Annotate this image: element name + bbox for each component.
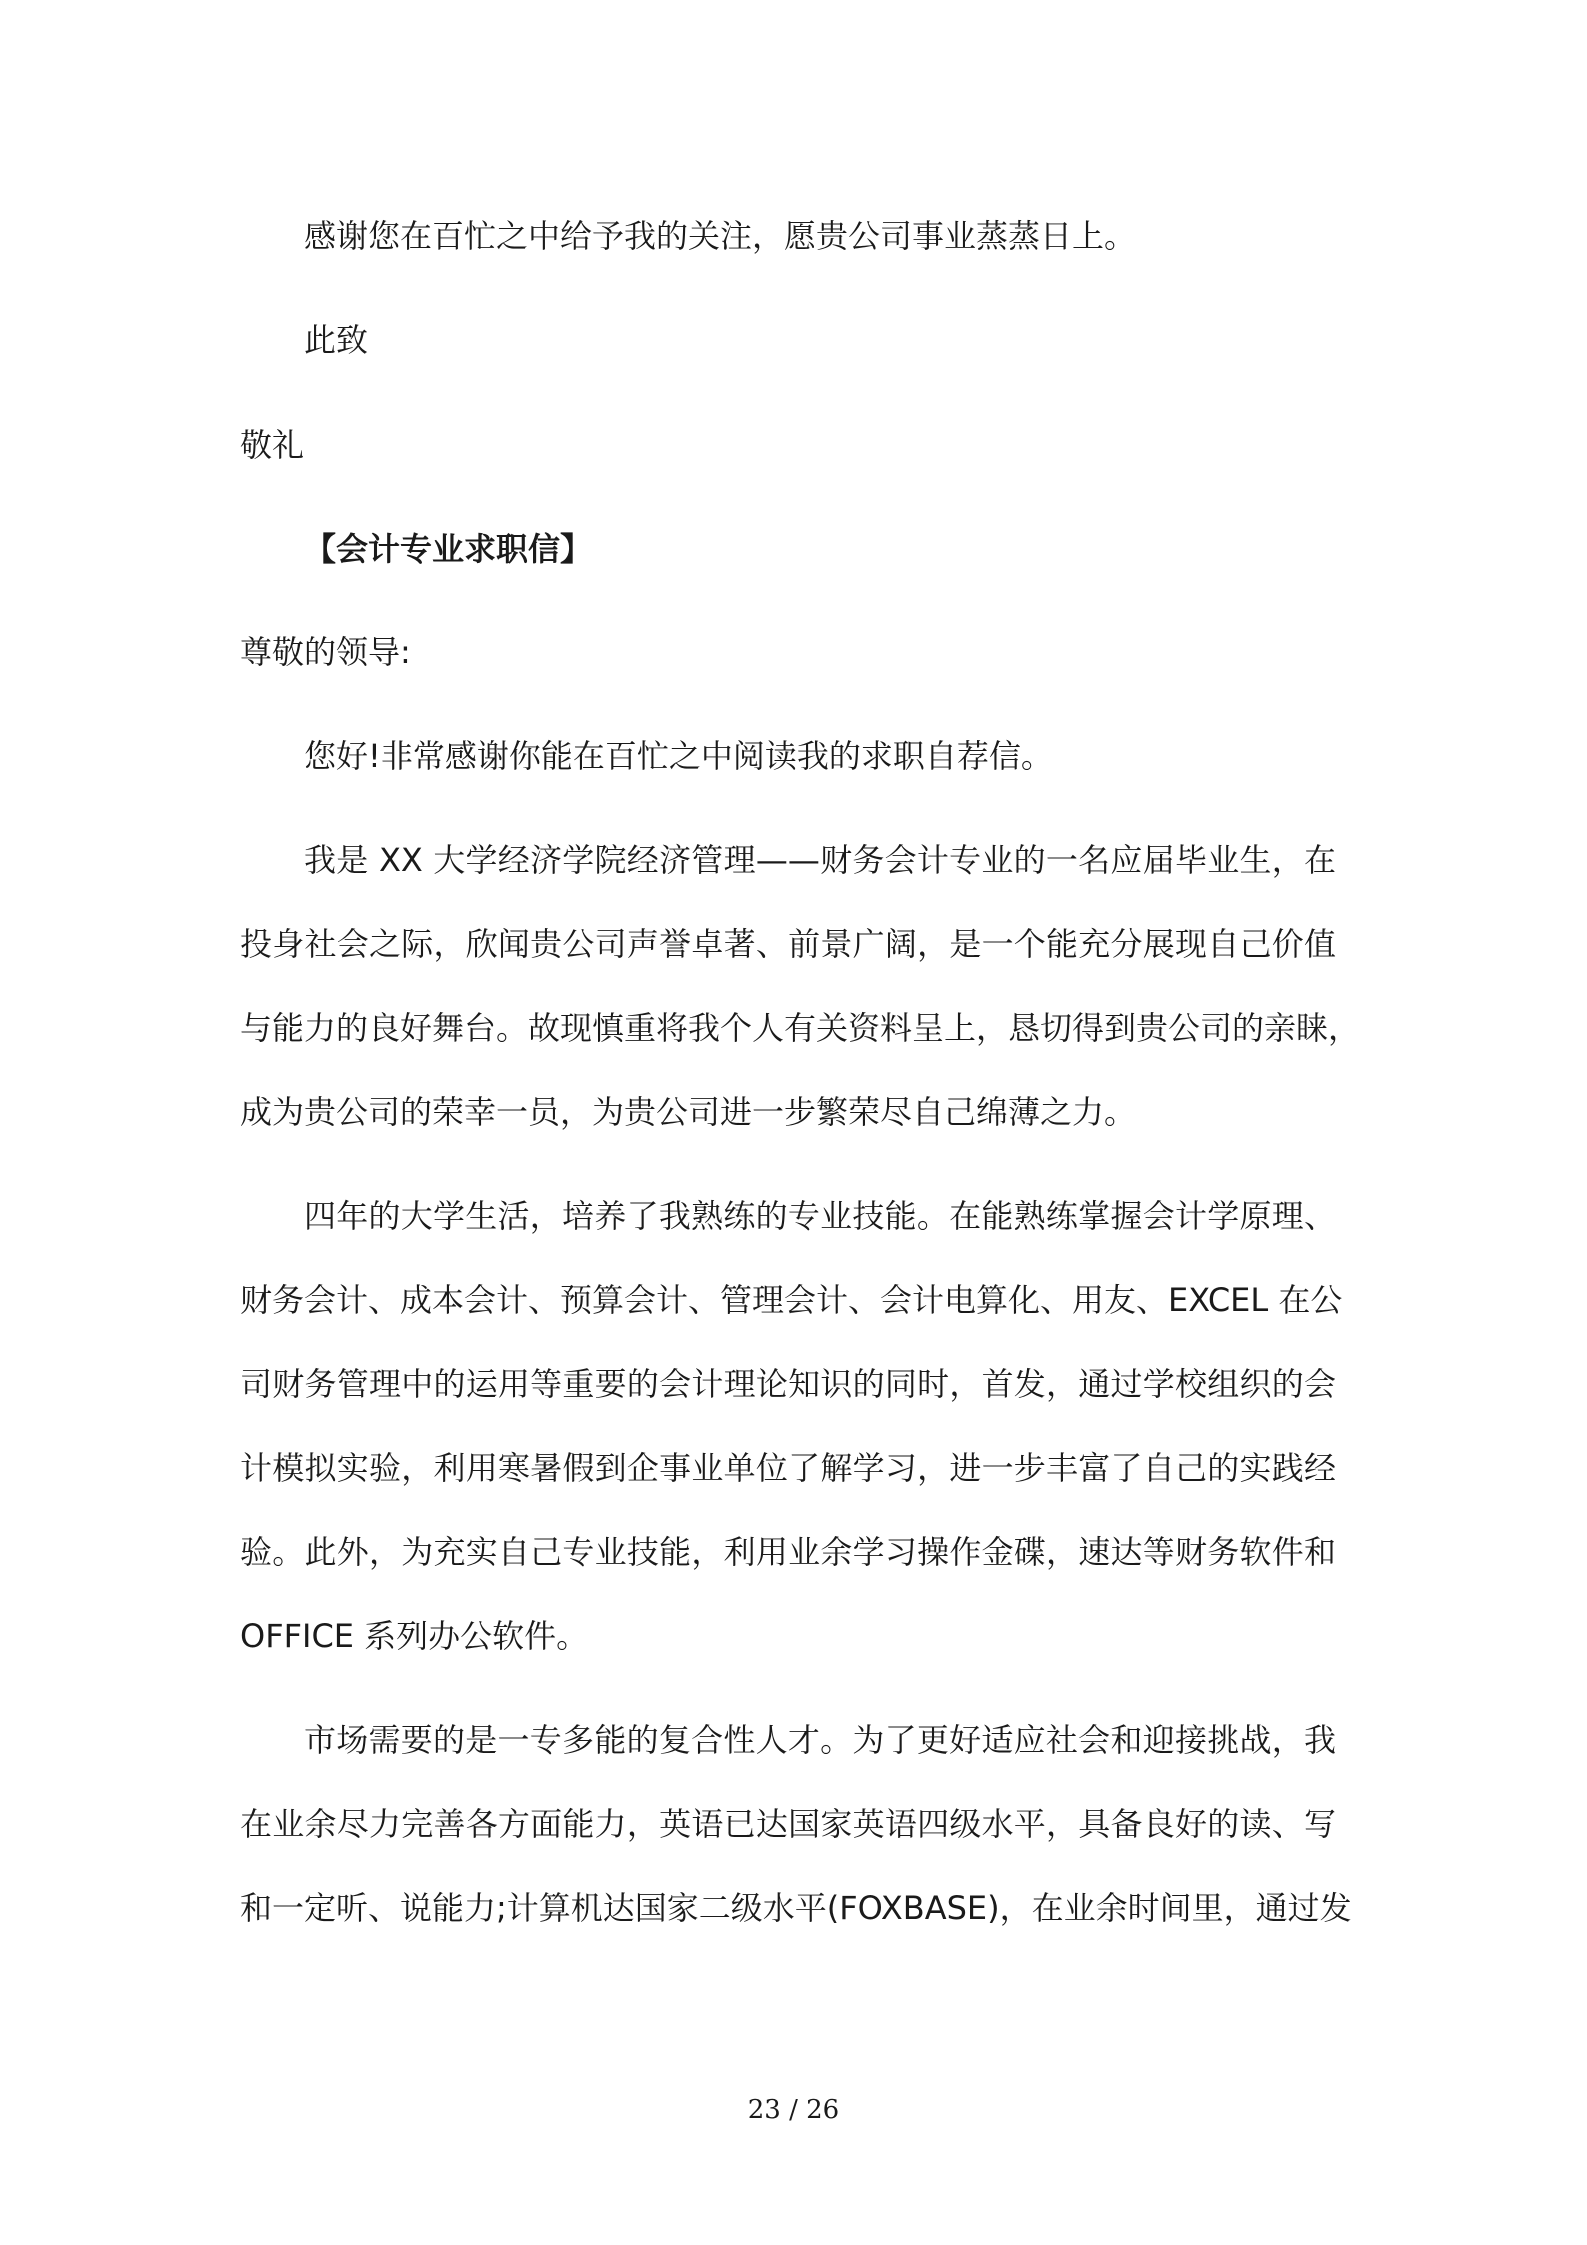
skills-line-1: 四年的大学生活，培养了我熟练的专业技能。在能熟练掌握会计学原理、 [304,1197,1336,1235]
market-line-2: 在业余尽力完善各方面能力，英语已达国家英语四级水平，具备良好的读、写 [240,1805,1336,1843]
salutation: 尊敬的领导: [240,633,411,671]
intro-line-3: 与能力的良好舞台。故现慎重将我个人有关资料呈上，恳切得到贵公司的亲睐， [240,1009,1361,1047]
skills-line-6: OFFICE 系列办公软件。 [240,1617,589,1655]
section-heading: 【会计专业求职信】 [304,530,593,568]
page-number: 23 / 26 [747,2095,840,2125]
closing-salute: 敬礼 [240,426,305,464]
greeting: 您好!非常感谢你能在百忙之中阅读我的求职自荐信。 [304,737,1053,775]
skills-line-2: 财务会计、成本会计、预算会计、管理会计、会计电算化、用友、EXCEL 在公 [240,1281,1343,1319]
closing-thanks: 感谢您在百忙之中给予我的关注，愿贵公司事业蒸蒸日上。 [304,217,1137,255]
market-line-3: 和一定听、说能力;计算机达国家二级水平(FOXBASE)，在业余时间里，通过发 [240,1889,1352,1927]
skills-line-4: 计模拟实验，利用寒暑假到企事业单位了解学习，进一步丰富了自己的实践经 [240,1449,1336,1487]
intro-line-1: 我是 XX 大学经济学院经济管理——财务会计专业的一名应届毕业生，在 [304,841,1336,879]
skills-line-5: 验。此外，为充实自己专业技能，利用业余学习操作金碟，速达等财务软件和 [240,1533,1336,1571]
closing-regards: 此致 [304,321,369,359]
market-line-1: 市场需要的是一专多能的复合性人才。为了更好适应社会和迎接挑战，我 [304,1721,1336,1759]
intro-line-4: 成为贵公司的荣幸一员，为贵公司进一步繁荣尽自己绵薄之力。 [240,1093,1137,1131]
skills-line-3: 司财务管理中的运用等重要的会计理论知识的同时，首发，通过学校组织的会 [240,1365,1336,1403]
intro-line-2: 投身社会之际，欣闻贵公司声誉卓著、前景广阔，是一个能充分展现自己价值 [240,925,1336,963]
